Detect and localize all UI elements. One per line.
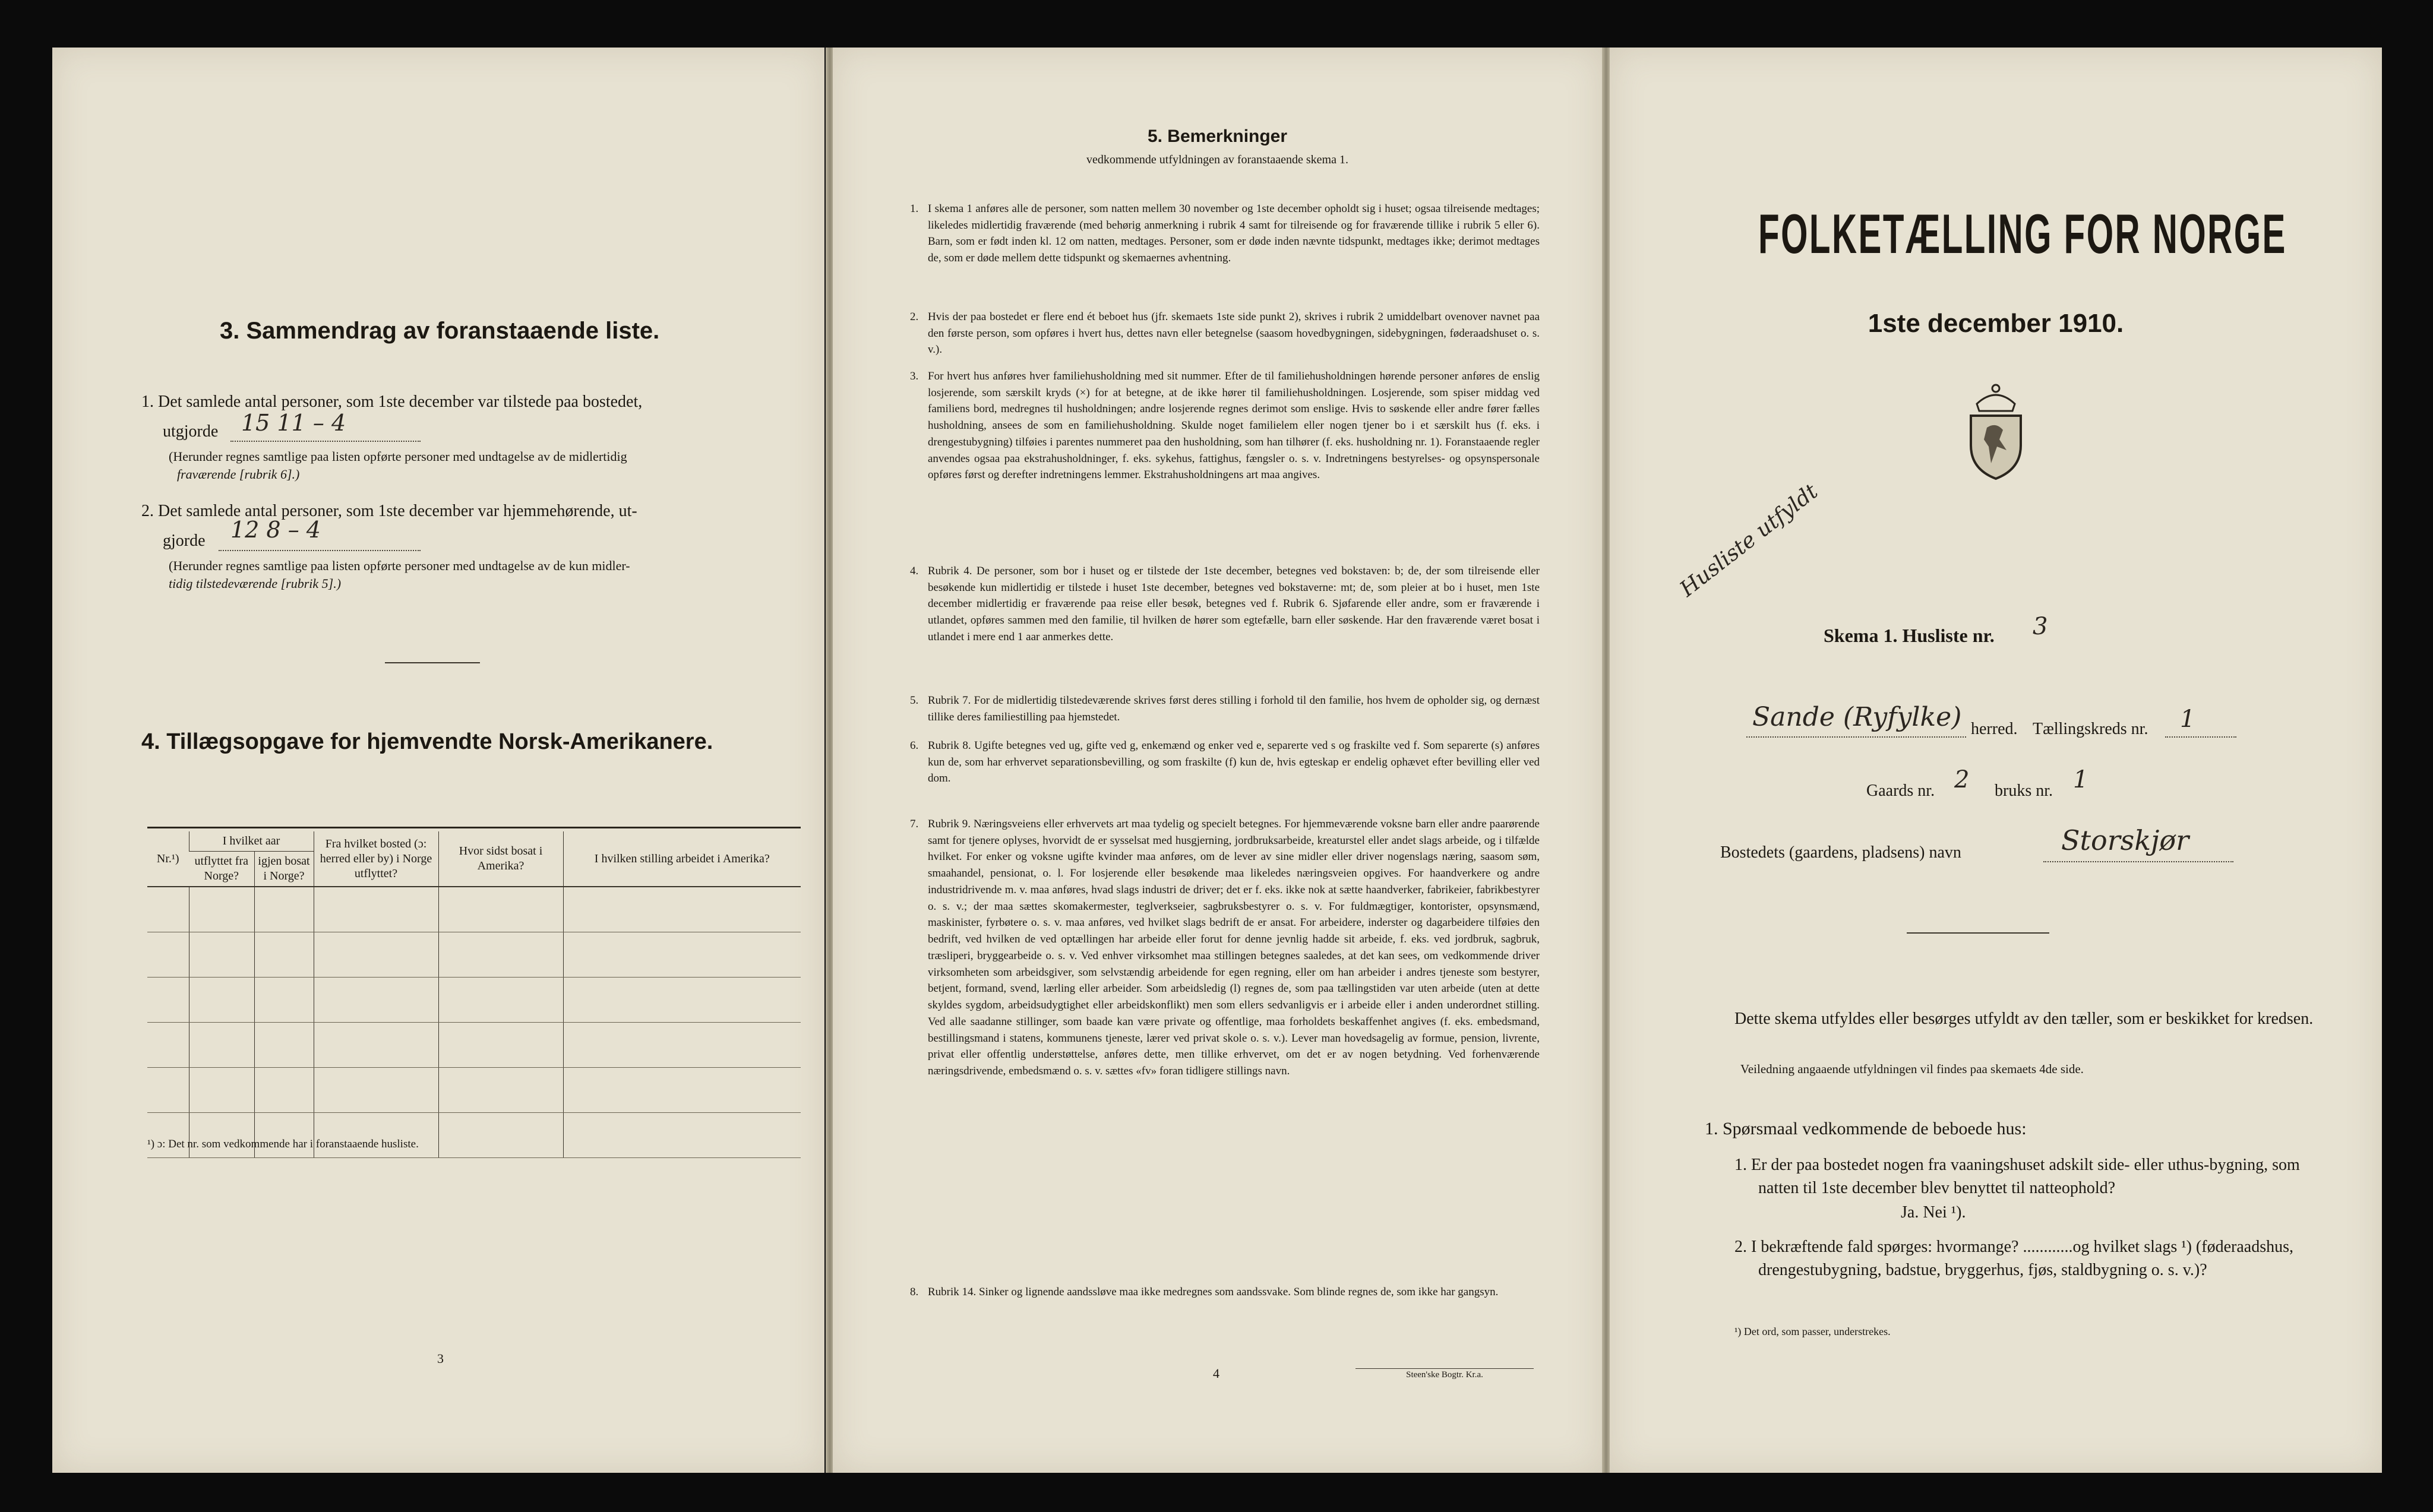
remark-text: Rubrik 7. For de midlertidig tilstedeværende skrives først deres stilling i forhold til den familie, hos hvem de opholder sig, og dernæst tillike deres familiestilling paa hjemstedet. [928,694,1540,723]
item-2-dotted-line [219,550,421,551]
remark-3 [910,368,1540,483]
section-divider [385,662,480,663]
margin-note: Husliste utfyldt [1675,479,1823,602]
remark-text: Hvis der paa bostedet er flere end ét beboet hus (jfr. skemaets 1ste side punkt 2), skrives i rubrik 2 umiddelbart ovenover navnet paa den første person, som opføres i hvert hus, dettes navn eller betegnelse (saasom hovedbygningen, sidebygningen, føderaadshuset o. s. v.). [928,311,1540,356]
section-4-title: 4. Tillægsopgave for hjemvendte Norsk-Amerikanere. [141,729,713,754]
remark-4 [910,563,1540,646]
remark-6 [910,738,1540,787]
item-2-text: 2. Det samlede antal personer, som 1ste december var hjemmehørende, ut- [141,502,637,520]
table-row [147,932,801,977]
bosted-value: Storskjør [2061,824,2189,856]
remark-text: For hvert hus anføres hver familiehusholdning med sit nummer. Efter de til familiehusholdningen hørende personer anføres de enslig losjerende, som særskilt kryds (×) for at betegne, at de ikke hører til familiehusholdningen. Losjerende, som spiser middag ved familiens bord, medregnes til husholdningen; andre losjerende regnes derimot som enslige. Hvis to søskende eller andre fører fælles husholdning, ansees de som en familiehusholdning. Skulde noget familielem eller nogen tjener bo i et særskilt hus (f. eks. i drengestubygning) tilføies i parentes nummeret paa den husholdning, som han tilhører (f. eks. husholdning nr. 1). Foranstaaende regler anvendes ogsaa paa ekstrahusholdninger, f. eks. sykehus, fattighus, fængsler o. s. v. Indretningens bestyrelses- og opsynspersonale opføres først og derefter indretningens lemmer. Ekstrahusholdningens art maa angives. [928,370,1540,482]
herred-value: Sande (Ryfylke) [1752,702,1962,732]
item-1-text: 1. Det samlede antal personer, som 1ste december var tilstede paa bostedet, [141,393,643,411]
coat-of-arms-icon [1960,380,2031,481]
bosted-line [2043,861,2233,862]
husliste-nr: 3 [2033,613,2048,640]
remark-8 [910,1284,1540,1301]
table-row [147,1022,801,1067]
printer-credit: Steen'ske Bogtr. Kr.a. [1355,1368,1534,1380]
item-1-value: 15 11 – 4 [241,410,346,436]
item-2-note-1: (Herunder regnes samtlige paa listen opførte personer med undtagelse av de kun midler- [169,558,630,573]
remark-num: 5. [910,694,919,707]
remark-5 [910,692,1540,725]
remark-num: 6. [910,739,919,752]
item-1-note-1: (Herunder regnes samtlige paa listen opførte personer med undtagelse av de midlertidig [169,449,627,464]
item-1-dotted-line [230,441,421,442]
remark-num: 3. [910,370,919,382]
item-2-label: gjorde [163,532,206,550]
table-row [147,1067,801,1112]
col-nr: Nr.¹) [147,831,189,887]
col-stilling: I hvilken stilling arbeidet i Amerika? [563,831,801,887]
skema-label: Skema 1. Husliste nr. [1824,625,1995,646]
item-1-label: utgjorde [163,422,219,441]
remark-num: 1. [910,203,919,215]
kreds-line [2165,736,2236,738]
kreds-value: 1 [2180,706,2195,733]
table-footnote: ¹) ɔ: Det nr. som vedkommende har i foranstaaende husliste. [147,1138,419,1150]
table-top-rule [147,827,801,828]
question-1: 1. Er der paa bostedet nogen fra vaaningshuset adskilt side- eller uthus-bygning, som natten til 1ste december blev benyttet til natteophold? [1734,1156,2300,1198]
remarks-title: 5. Bemerkninger [1147,126,1288,146]
page-number: 4 [1213,1366,1219,1381]
remark-num: 4. [910,565,919,577]
questions-title: 1. Spørsmaal vedkommende de beboede hus: [1705,1119,2027,1138]
col-sidst-bosat: Hvor sidst bosat i Amerika? [438,831,563,887]
remark-text: Rubrik 8. Ugifte betegnes ved ug, gifte ved g, enkemænd og enker ved e, separerte ved s og fraskilte ved f. Som separerte (s) anføres kun de, som har erhvervet separationsbevilling, og som fraskilte (f) kun de, hvis egteskap er endelig ophævet efter bevilling eller ved dom. [928,739,1540,785]
instruction-1: Dette skema utfyldes eller besørges utfyldt av den tæller, som er beskikket for kredsen. [1734,1010,2314,1028]
item-2-value: 12 8 – 4 [230,517,321,543]
bruks-label: bruks nr. [1995,782,2053,800]
census-title: FOLKETÆLLING FOR NORGE [1758,203,2287,265]
remark-7 [910,816,1540,1080]
instruction-2: Veiledning angaaende utfyldningen vil findes paa skemaets 4de side. [1740,1062,2084,1076]
herred-line [1746,736,1966,738]
page-crease-right [1602,48,1610,1473]
census-date: 1ste december 1910. [1868,309,2124,338]
section-3-title: 3. Sammendrag av foranstaaende liste. [220,318,660,344]
norsk-amerikanere-table [147,831,801,1158]
question-2: 2. I bekræftende fald spørges: hvormange? ............og hvilket slags ¹) (føderaadshus, drengestubygning, badstue, bryggerhus, fjøs, staldbygning o. s. v.)? [1734,1238,2293,1280]
question-1-answer: Ja. Nei ¹). [1901,1203,1966,1222]
bosted-label: Bostedets (gaardens, pladsens) navn [1720,843,1961,862]
col-utflyttet: utflyttet fra Norge? [189,852,254,887]
gaards-value: 2 [1954,766,1970,793]
table-row [147,887,801,932]
page-number: 3 [437,1351,444,1366]
remark-text: Rubrik 4. De personer, som bor i huset og er tilstede der 1ste december, betegnes ved bokstaven: b; de, der som tilreisende eller besøkende kun midlertidig er tilstede i huset 1ste december, betegnes ved bokstaverne: mt; de, som pleier at bo i huset, men 1ste december midlertidig er fraværende paa reise eller besøk, betegnes ved f. Rubrik 6. Sjøfarende eller andre, som er fraværende i utlandet, opføres sammen med den familie, til hvilken de hører som egtefælle, barn eller søskende. Har den fraværende været bosat i utlandet i mere end 1 aar anmerkes dette. [928,565,1540,643]
col-bosat: igjen bosat i Norge? [254,852,314,887]
item-2-note-2: tidig tilstedeværende [rubrik 5].) [169,576,342,591]
remark-text: Rubrik 14. Sinker og lignende aandssløve maa ikke medregnes som aandssvake. Som blinde regnes de, som ikke har gangsyn. [928,1286,1499,1298]
table-row [147,977,801,1022]
ornament-divider [1907,932,2049,934]
item-1-note-2: fraværende [rubrik 6].) [177,467,300,482]
remark-num: 7. [910,818,919,830]
col-fra-bosted: Fra hvilket bosted (ɔ: herred eller by) i Norge utflyttet? [314,831,438,887]
remark-1 [910,201,1540,267]
remark-2 [910,309,1540,358]
page-1 [1610,48,2382,1473]
remark-text: I skema 1 anføres alle de personer, som natten mellem 30 november og 1ste december opholdt sig i huset; ogsaa tilreisende medtages; likeledes midlertidig fraværende (med behørig anmerkning i rubrik 4 samt for tilreisende og for fraværende tillike i rubrik 5 eller 6). Barn, som er født inden kl. 12 om natten, medtages. Personer, som er døde inden nævnte tidspunkt, medtages ikke; derimot medtages de, som er døde mellem dette tidspunkt og skemaernes avhentning. [928,203,1540,265]
page-4 [833,48,1602,1473]
kreds-label: Tællingskreds nr. [2033,720,2148,738]
remarks-subtitle: vedkommende utfyldningen av foranstaaende skema 1. [1086,153,1348,166]
gaards-label: Gaards nr. [1866,782,1935,800]
remark-text: Rubrik 9. Næringsveiens eller erhvervets art maa tydelig og specielt betegnes. For hjemmeværende voksne barn eller andre paarørende samt for tjenere oplyses, hvorvidt de er sysselsat med husgjerning, jordbruksarbeide, kreaturstel eller andet slags arbeide, og i tilfælde hvilket. For enker og voksne ugifte kvinder maa anføres, om de lever av sine midler eller driver nogenslags næring, saasom søm, smaahandel, pensionat, o. l. For losjerende eller besøkende maa likeledes næringsveien opgives. For haandverkere og andre industridrivende m. v. maa anføres, hvad slags industri de driver; det er f. eks. ikke nok at sætte haandverker, fabrikeier, fabrikbestyrer o. s. v.; der maa sættes skomakermester, teglverkseier, sagbruksbestyrer o. s. v. For fuldmægtiger, kontorister, opsynsmænd, maskinister, fyrbøtere o. s. v. maa anføres, ved hvilket slags bedrift de er ansat. For arbeidere, inderster og dagarbeidere tilføies den bedrift, ved hvilken de ved optællingen har arbeide eller forut for denne jevnlig hadde sit arbeide, f. eks. ved jordbruk, sagbruk, træsliperi, bryggearbeide o. s. v. Ved enhver virksomhet maa stillingen betegnes saaledes, at det kan sees, om vedkommende driver virksomheten som arbeidsgiver, som selvstændig arbeidende for egen regning, eller om han arbeider i andres tjeneste som bestyrer, betjent, formand, svend, lærling eller arbeider. Som arbeidsledig (l) regnes de, som paa tællingstiden var uten arbeide (uten at dette skyldes sygdom, arbeidsudygtighet eller arbeidskonflikt) men som ellers sedvanligvis er i arbeide eller i anden underordnet stilling. Ved alle saadanne stillinger, som baade kan være private og offentlige, maa forholdets beskaffenhet angives (f. eks. embedsmand, bestillingsmand i statens, kommunens tjeneste, lærer ved privat skole o. s. v.). Lever man hovedsagelig av formue, pension, livrente, privat eller offentlig understøttelse, anføres dette, men tillike erhvervet, om det er av nogen betydning. Ved forhenværende næringsdrivende, embedsmænd o. s. v. sættes «fv» foran tidligere stillings navn. [928,818,1540,1078]
footnote: ¹) Det ord, som passer, understrekes. [1734,1326,1891,1337]
bruks-value: 1 [2073,766,2088,793]
page-3 [52,48,824,1473]
remark-num: 8. [910,1286,919,1298]
col-group-year: I hvilket aar [189,831,314,852]
remark-num: 2. [910,311,919,323]
herred-label: herred. [1971,720,2018,738]
